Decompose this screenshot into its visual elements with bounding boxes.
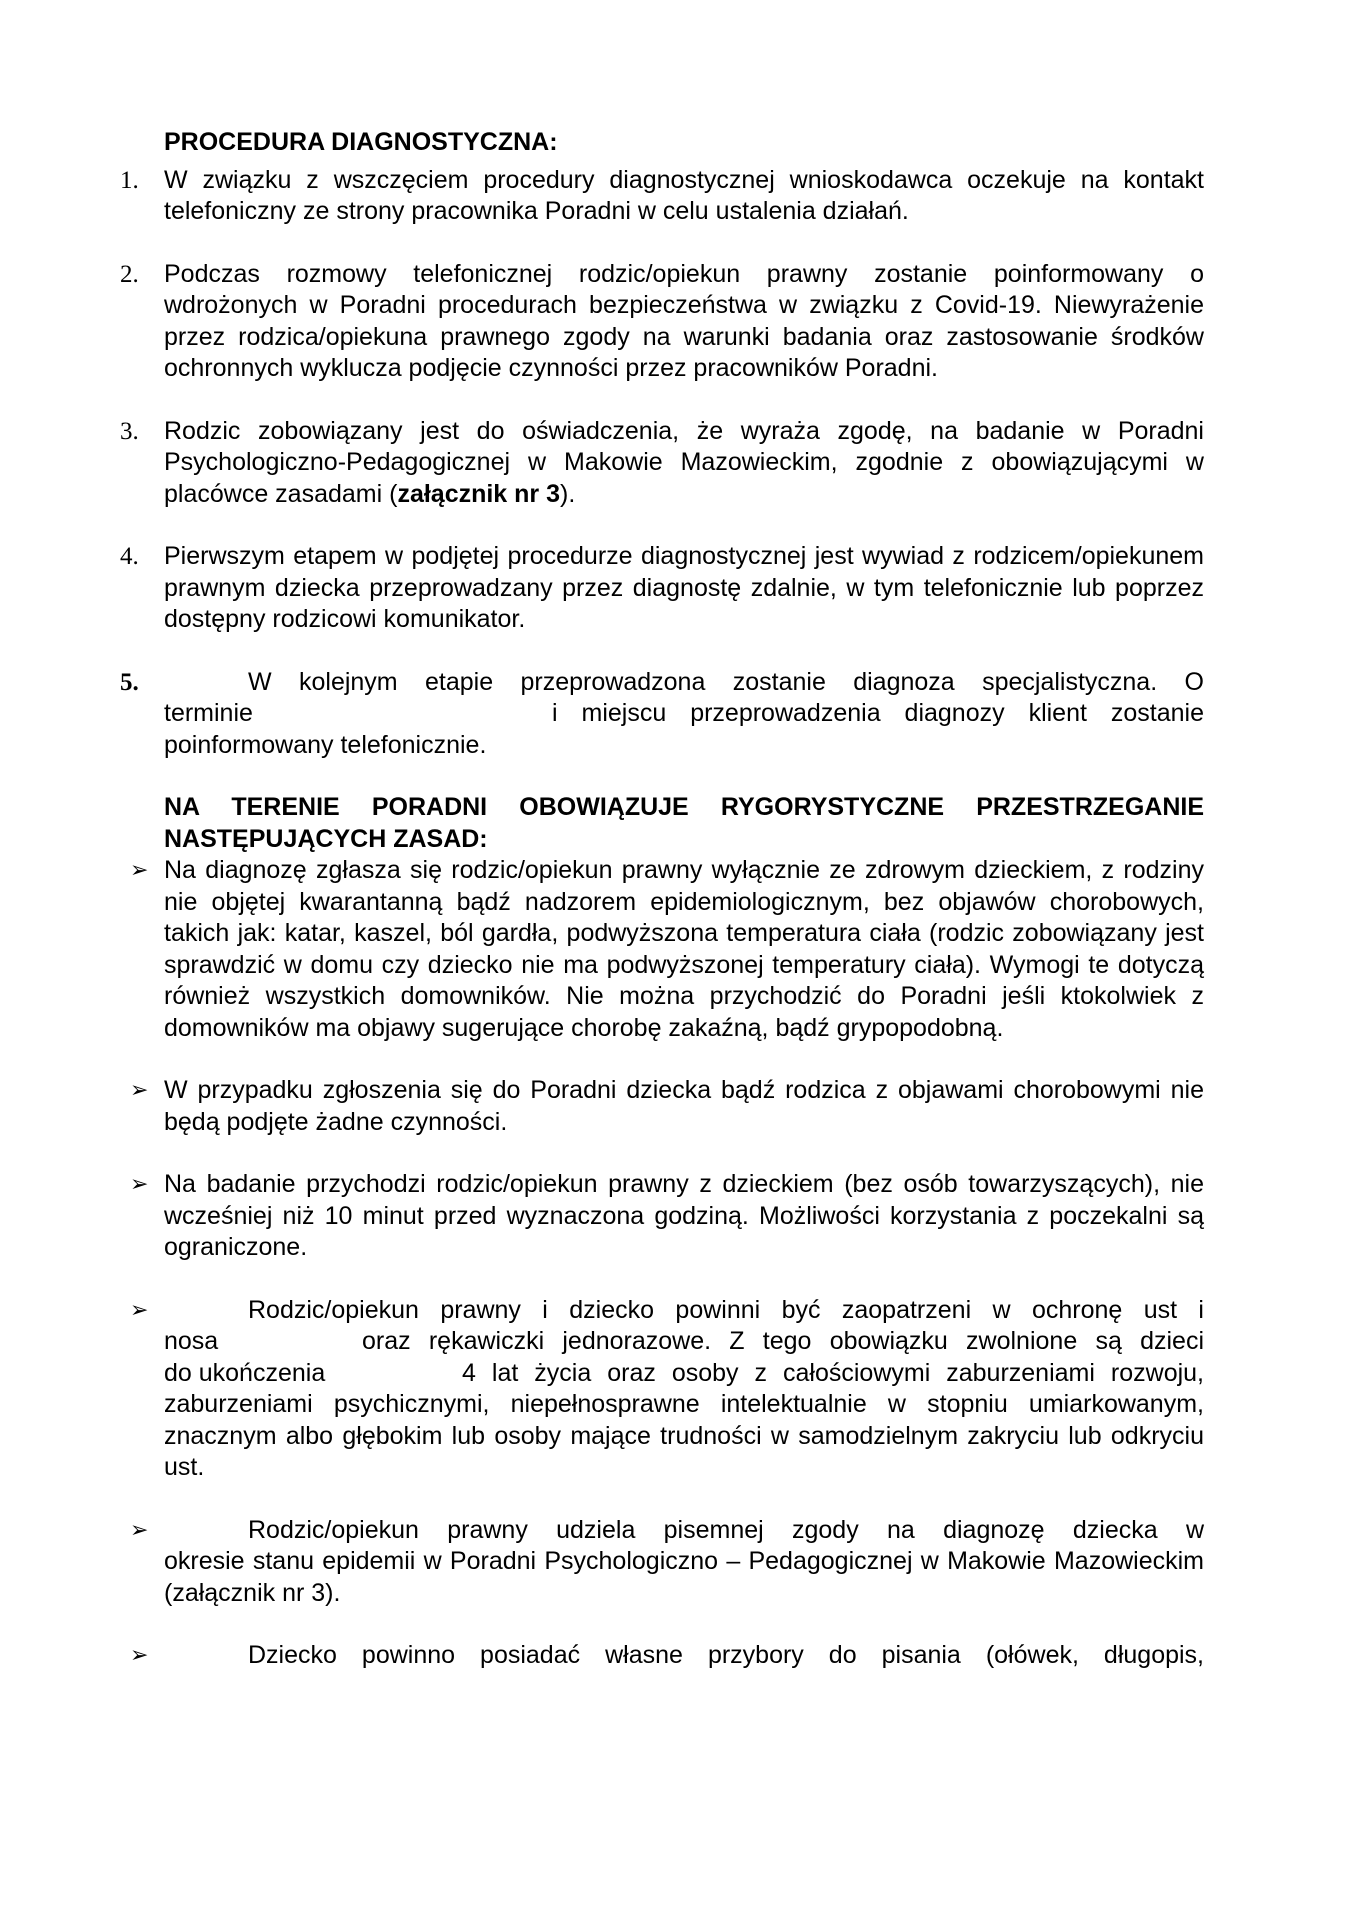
bullet-text-line-3b: 4 lat życia oraz osoby z całościowymi zaburzeniami rozwoju, — [462, 1358, 1204, 1387]
bullet-item-2 — [130, 1075, 1204, 1138]
item-number: 3. — [120, 417, 139, 445]
item-text-end: ). — [560, 479, 576, 508]
attachment-reference: załącznik nr 3 — [397, 479, 561, 508]
numbered-item-1 — [120, 165, 1204, 228]
item-text-line-3: poinformowany telefonicznie. — [164, 730, 487, 759]
bullet-item-5 — [130, 1515, 1204, 1610]
bullet-text-line-3a: do ukończenia — [164, 1358, 326, 1387]
item-text: Rodzic zobowiązany jest do oświadczenia, że wyraża zgodę, na badanie w Poradni Psychologiczno-Pedagogicznej w Makowie Mazowieckim, zgodnie z obowiązującymi w placówce zasadami ( — [164, 416, 1204, 508]
bullet-text-rest: zaburzeniami psychicznymi, niepełnosprawne intelektualnie w stopniu umiarkowanym, znacznym albo głębokim lub osoby mające trudności w samodzielnym zakryciu lub odkryciu ust. — [164, 1390, 1204, 1481]
numbered-item-3 — [120, 416, 1204, 511]
arrow-bullet-icon: ➢ — [130, 1517, 149, 1543]
item-number: 1. — [120, 166, 139, 194]
item-number: 4. — [120, 543, 139, 570]
arrow-bullet-icon: ➢ — [130, 1297, 149, 1323]
arrow-bullet-icon: ➢ — [130, 1172, 149, 1197]
bullet-item-3 — [130, 1169, 1204, 1264]
bullet-text: W przypadku zgłoszenia się do Poradni dziecka bądź rodzica z objawami chorobowymi nie będą podjęte żadne czynności. — [164, 1076, 1204, 1136]
document-content — [120, 127, 1204, 1672]
bullet-item-4 — [130, 1295, 1204, 1484]
bullet-text-rest: okresie stanu epidemii w Poradni Psychologiczno – Pedagogicznej w Makowie Mazowieckim (załącznik nr 3). — [164, 1547, 1204, 1607]
heading-rules: NA TERENIE PORADNI OBOWIĄZUJE RYGORYSTYCZNE PRZESTRZEGANIE NASTĘPUJĄCYCH ZASAD: — [164, 793, 1204, 853]
item-text-line-2b: i miejscu przeprowadzenia diagnozy klient zostanie — [552, 699, 1204, 727]
arrow-bullet-icon: ➢ — [130, 1643, 149, 1668]
item-text-line-2a: terminie — [164, 699, 253, 727]
bullet-text: Na diagnozę zgłasza się rodzic/opiekun prawny wyłącznie ze zdrowym dzieckiem, z rodziny nie objętej kwarantanną bądź nadzorem epidemiologicznym, bez objawów chorobowych, takich jak: katar, kaszel, ból gardła, podwyższona temperatura ciała (rodzic zobowiązany jest sprawdzić w domu czy dziecko nie ma podwyższonej temperatury ciała). Wymogi te dotyczą również wszystkich domowników. Nie można przychodzić do Poradni jeśli ktokolwiek z domowników ma objawy sugerujące chorobę zakaźną, bądź grypopodobną. — [164, 856, 1204, 1042]
bullet-text-line-2a: nosa — [164, 1327, 219, 1355]
item-text: Pierwszym etapem w podjętej procedurze diagnostycznej jest wywiad z rodzicem/opiekunem prawnym dziecka przeprowadzany przez diagnostę zdalnie, w tym telefonicznie lub poprzez dostępny rodzicowi komunikator. — [164, 542, 1204, 633]
bullet-text-line-1: Dziecko powinno posiadać własne przybory do pisania (ołówek, długopis, — [248, 1641, 1204, 1669]
numbered-item-4 — [120, 541, 1204, 636]
item-number: 5. — [120, 668, 139, 696]
bullet-text-line-2b: oraz rękawiczki jednorazowe. Z tego obowiązku zwolnione są dzieci — [362, 1327, 1204, 1355]
item-number: 2. — [120, 260, 139, 288]
bullet-text: Na badanie przychodzi rodzic/opiekun prawny z dzieckiem (bez osób towarzyszących), nie wcześniej niż 10 minut przed wyznaczona godziną. Możliwości korzystania z poczekalni są ograniczone. — [164, 1170, 1204, 1261]
bullet-text-line-1: Rodzic/opiekun prawny udziela pisemnej zgody na diagnozę dziecka w — [248, 1515, 1204, 1544]
arrow-bullet-icon: ➢ — [130, 858, 149, 883]
heading-procedure: PROCEDURA DIAGNOSTYCZNA: — [164, 128, 558, 156]
item-text: Podczas rozmowy telefonicznej rodzic/opiekun prawny zostanie poinformowany o wdrożonych w Poradni procedurach bezpieczeństwa w związku z Covid-19. Niewyrażenie przez rodzica/opiekuna prawnego zgody na warunki badania oraz zastosowanie środków ochronnych wyklucza podjęcie czynności przez pracowników Poradni. — [164, 259, 1204, 382]
numbered-item-2 — [120, 259, 1204, 385]
bullet-text-line-1: Rodzic/opiekun prawny i dziecko powinni być zaopatrzeni w ochronę ust i — [248, 1295, 1204, 1324]
bullet-item-6 — [130, 1640, 1204, 1672]
item-text: W związku z wszczęciem procedury diagnostycznej wnioskodawca oczekuje na kontakt telefoniczny ze strony pracownika Poradni w celu ustalenia działań. — [164, 165, 1204, 225]
item-text-line-1: W kolejnym etapie przeprowadzona zostanie diagnoza specjalistyczna. O — [248, 667, 1204, 696]
bullet-item-1 — [130, 855, 1204, 1044]
numbered-item-5 — [120, 667, 1204, 762]
arrow-bullet-icon: ➢ — [130, 1078, 149, 1103]
